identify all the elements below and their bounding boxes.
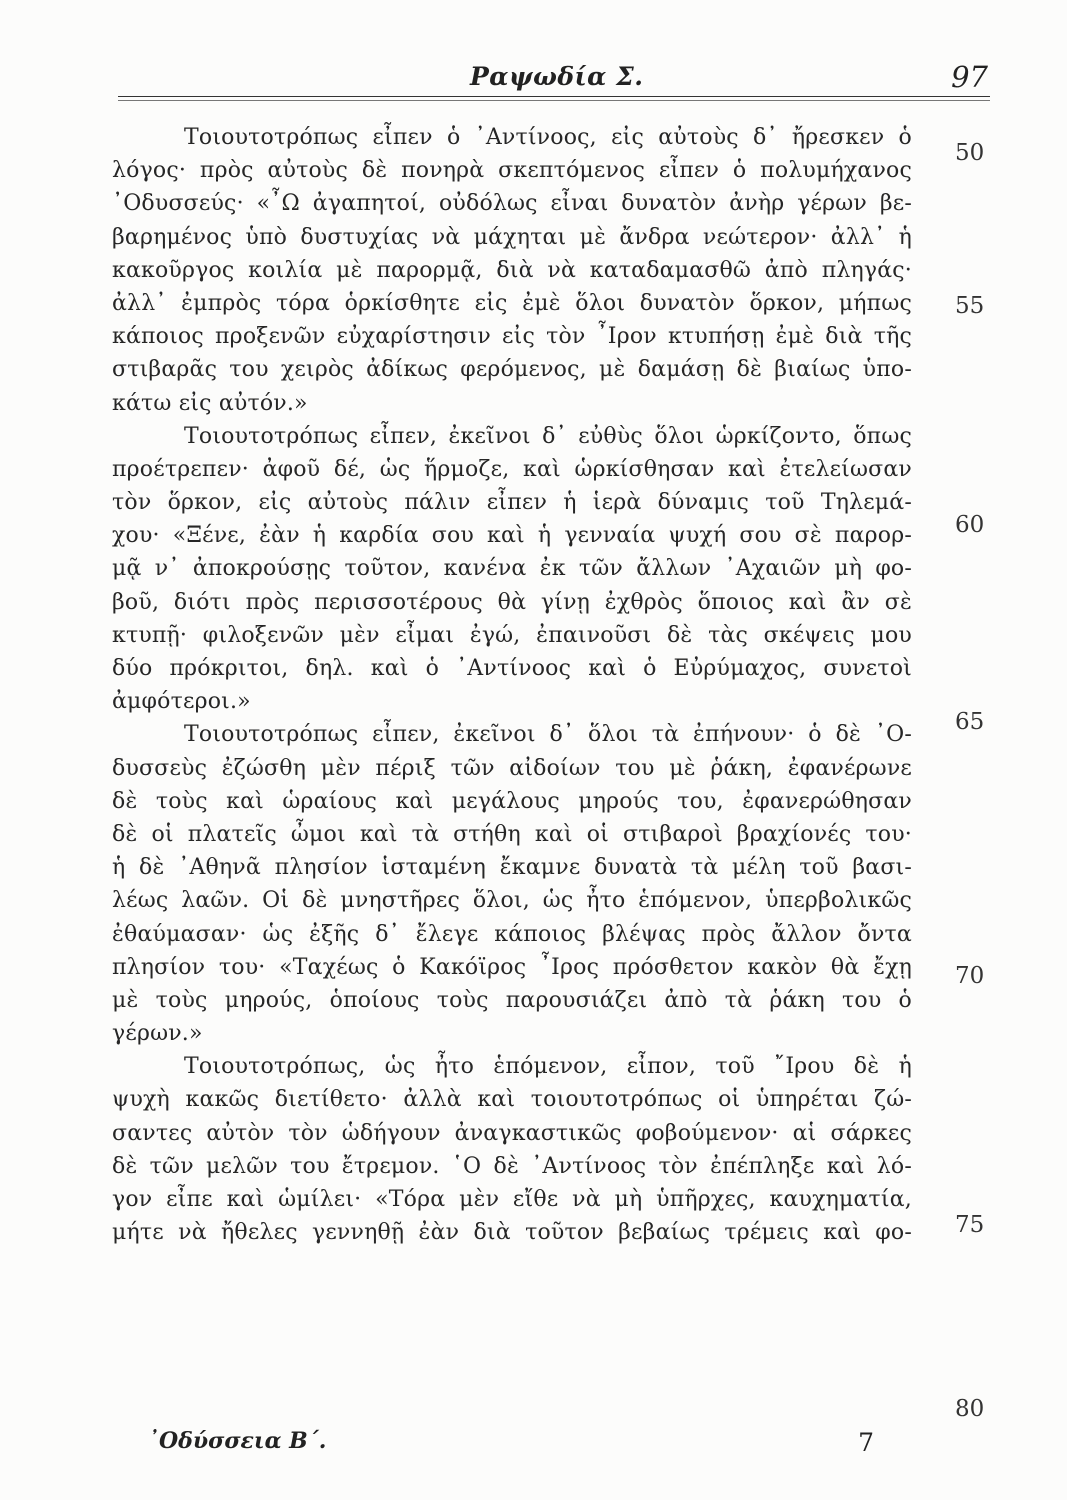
body-text [112, 121, 912, 1249]
text-line: ψυχὴ κακῶς διετίθετο· ἀλλὰ καὶ τοιουτοτρόπως οἱ ὑπηρέται ζώ- [112, 1087, 912, 1113]
text-line: βαρημένος ὑπὸ δυστυχίας νὰ μάχηται μὲ ἄνδρα νεώτερον· ἀλλ᾽ ἡ [112, 224, 912, 250]
text-line: κτυπῇ· φιλοξενῶν μὲν εἶμαι ἐγώ, ἐπαινοῦσι δὲ τὰς σκέψεις μου [112, 622, 912, 648]
text-line: ἀλλ᾽ ἐμπρὸς τόρα ὁρκίσθητε εἰς ἐμὲ ὅλοι δυνατὸν ὅρκον, μήπως [112, 290, 912, 316]
text-line: στιβαρᾶς του χειρὸς ἀδίκως φερόμενος, μὲ δαμάσῃ δὲ βιαίως ὑπο- [112, 357, 912, 383]
text-line: σαντες αὐτὸν τὸν ὡδήγουν ἀναγκαστικῶς φοβούμενον· αἱ σάρκες [112, 1120, 912, 1146]
line-number-margin: 60 [955, 512, 985, 538]
text-line: πλησίον του· «Ταχέως ὁ Κακόϊρος ῏Ιρος πρόσθετον κακὸν θὰ ἔχῃ [112, 954, 912, 980]
line-number-margin: 75 [955, 1212, 985, 1238]
text-line: μήτε νὰ ἤθελες γεννηθῇ ἐὰν διὰ τοῦτον βεβαίως τρέμεις καὶ φο- [112, 1220, 912, 1246]
text-line: λέως λαῶν. Οἱ δὲ μνηστῆρες ὅλοι, ὡς ἦτο ἑπόμενον, ὑπερβολικῶς [112, 888, 912, 914]
text-line: λόγος· πρὸς αὐτοὺς δὲ πονηρὰ σκεπτόμενος εἶπεν ὁ πολυμήχανος [112, 158, 912, 184]
text-line: ἡ δὲ ᾽Αθηνᾶ πλησίον ἱσταμένη ἔκαμνε δυνατὰ τὰ μέλη τοῦ βασι- [112, 855, 912, 881]
page-footer [148, 1428, 888, 1462]
text-line: κάποιος προξενῶν εὐχαρίστησιν εἰς τὸν ῏Ιρον κτυπήσῃ ἐμὲ διὰ τῆς [112, 324, 912, 350]
text-line: μᾷ ν᾽ ἀποκρούσῃς τοῦτον, κανένα ἐκ τῶν ἄλλων ᾽Αχαιῶν μὴ φο- [112, 556, 912, 582]
text-line: ἀμφότεροι.» [112, 689, 251, 715]
text-line: προέτρεπεν· ἀφοῦ δέ, ὡς ἥρμοζε, καὶ ὡρκίσθησαν καὶ ἐτελείωσαν [112, 456, 912, 482]
running-head: Ραψωδία Σ. [470, 62, 644, 91]
text-line: Τοιουτοτρόπως εἶπεν, ἐκεῖνοι δ᾽ εὐθὺς ὅλοι ὡρκίζοντο, ὅπως [184, 423, 912, 449]
text-line: δὲ τοὺς καὶ ὡραίους καὶ μεγάλους μηρούς του, ἐφανερώθησαν [112, 788, 912, 814]
line-number-margin: 55 [955, 293, 985, 319]
line-number-margin: 70 [955, 963, 985, 989]
text-line: δὲ οἱ πλατεῖς ὦμοι καὶ τὰ στήθη καὶ οἱ στιβαροὶ βραχίονές του· [112, 821, 912, 847]
text-line: γον εἶπε καὶ ὡμίλει· «Τόρα μὲν εἴθε νὰ μὴ ὑπῆρχες, καυχηματία, [112, 1187, 912, 1212]
text-line: ἐθαύμασαν· ὡς ἐξῆς δ᾽ ἔλεγε κάποιος βλέψας πρὸς ἄλλον ὄντα [112, 921, 912, 947]
text-line: Τοιουτοτρόπως, ὡς ἦτο ἑπόμενον, εἶπον, τοῦ ῎Ιρου δὲ ἡ [184, 1054, 912, 1080]
text-line: βοῦ, διότι πρὸς περισσοτέρους θὰ γίνῃ ἐχθρὸς ὅποιος καὶ ἂν σὲ [112, 589, 912, 615]
sheet-number: 7 [858, 1428, 874, 1457]
header-rule-secondary [118, 100, 990, 101]
text-line: Τοιουτοτρόπως εἶπεν ὁ ᾽Αντίνοος, εἰς αὐτοὺς δ᾽ ἤρεσκεν ὁ [184, 125, 912, 150]
text-line: Τοιουτοτρόπως εἶπεν, ἐκεῖνοι δ᾽ ὅλοι τὰ ἐπήνουν· ὁ δὲ ᾽Ο- [184, 722, 912, 748]
text-line: κάτω εἰς αὐτόν.» [112, 390, 308, 416]
text-line: τὸν ὅρκον, εἰς αὐτοὺς πάλιν εἶπεν ἡ ἱερὰ δύναμις τοῦ Τηλεμά- [112, 490, 912, 516]
text-line: κακοῦργος κοιλία μὲ παρορμᾷ, διὰ νὰ καταδαμασθῶ ἀπὸ πληγάς· [112, 257, 912, 283]
page-header [118, 58, 990, 98]
text-line: μὲ τοὺς μηρούς, ὁποίους τοὺς παρουσιάζει ἀπὸ τὰ ῥάκη του ὁ [112, 987, 912, 1013]
text-line: δύο πρόκριτοι, δηλ. καὶ ὁ ᾽Αντίνοος καὶ ὁ Εὐρύμαχος, συνετοὶ [112, 656, 912, 681]
line-number-margin: 65 [955, 709, 985, 735]
header-rule [118, 96, 990, 97]
line-number-margin: 50 [955, 140, 985, 166]
text-line: δυσσεὺς ἐζώσθη μὲν πέριξ τῶν αἰδοίων του μὲ ῥάκη, ἐφανέρωνε [112, 755, 912, 781]
text-line: ᾽Οδυσσεύς· «῏Ω ἀγαπητοί, οὐδόλως εἶναι δυνατὸν ἀνὴρ γέρων βε- [112, 191, 912, 217]
signature-mark: ᾿Οδύσσεια Β΄. [148, 1428, 327, 1454]
line-number-margin: 80 [955, 1396, 985, 1422]
text-line: γέρων.» [112, 1021, 203, 1047]
text-line: δὲ τῶν μελῶν του ἔτρεμον. ῾Ο δὲ ᾽Αντίνοος τὸν ἐπέπληξε καὶ λό- [112, 1153, 912, 1179]
page-number: 97 [951, 60, 988, 94]
text-line: χου· «Ξένε, ἐὰν ἡ καρδία σου καὶ ἡ γενναία ψυχή σου σὲ παρορ- [112, 523, 912, 549]
